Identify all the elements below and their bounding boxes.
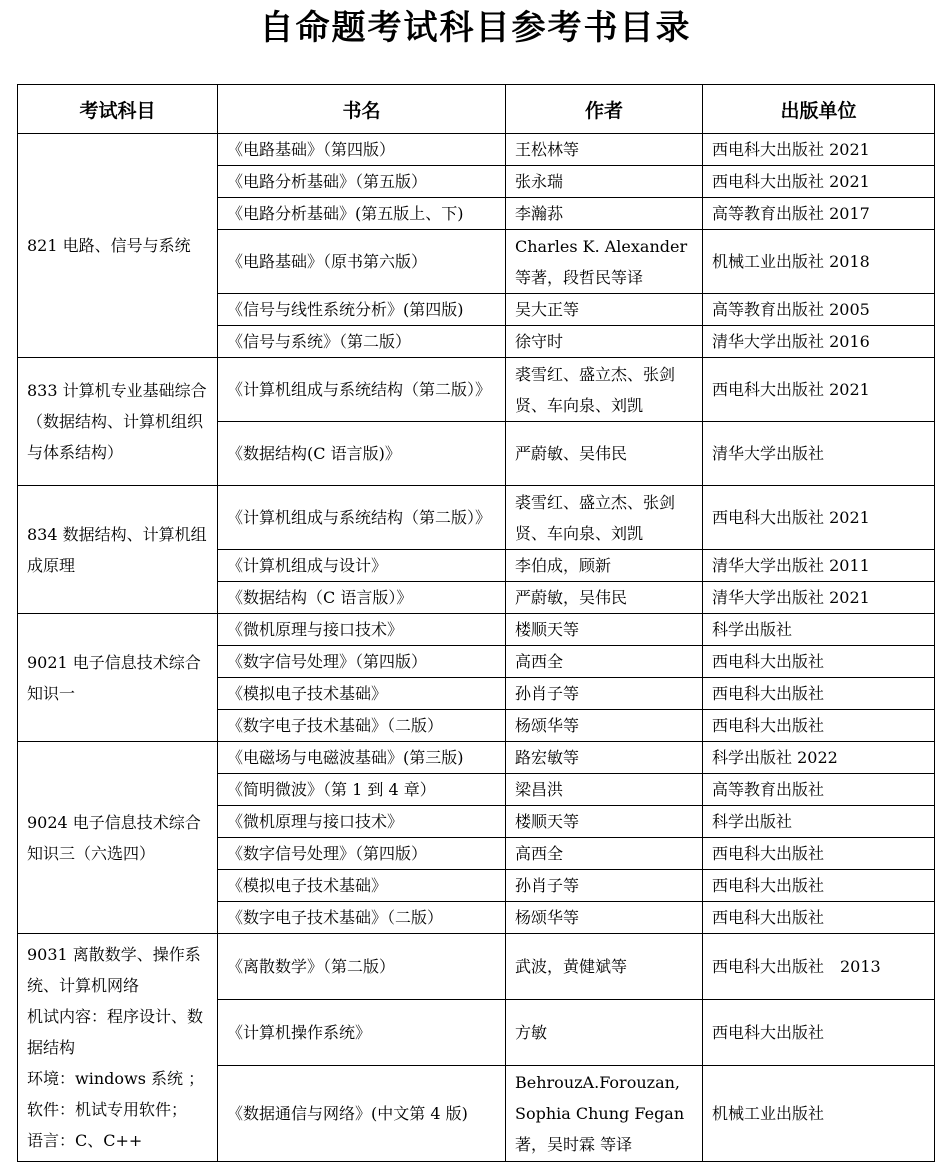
book-title-cell: 《简明微波》（第 1 到 4 章） xyxy=(218,774,506,806)
author-cell: 路宏敏等 xyxy=(506,742,703,774)
book-title-cell: 《电路基础》（第四版） xyxy=(218,134,506,166)
author-cell: 裘雪红、盛立杰、张剑贤、车向泉、刘凯 xyxy=(506,486,703,550)
author-cell: 严蔚敏，吴伟民 xyxy=(506,582,703,614)
author-cell: 孙肖子等 xyxy=(506,870,703,902)
subject-cell: 834 数据结构、计算机组成原理 xyxy=(18,486,218,614)
publisher-cell: 西电科大出版社 xyxy=(703,646,935,678)
subject-cell: 9021 电子信息技术综合知识一 xyxy=(18,614,218,742)
book-title-cell: 《计算机组成与设计》 xyxy=(218,550,506,582)
author-cell: 李伯成，顾新 xyxy=(506,550,703,582)
author-cell: 王松林等 xyxy=(506,134,703,166)
author-cell: 杨颂华等 xyxy=(506,710,703,742)
book-title-cell: 《计算机操作系统》 xyxy=(218,1000,506,1066)
publisher-cell: 科学出版社 2022 xyxy=(703,742,935,774)
author-cell: 李瀚荪 xyxy=(506,198,703,230)
publisher-cell: 机械工业出版社 2018 xyxy=(703,230,935,294)
publisher-cell: 科学出版社 xyxy=(703,614,935,646)
author-cell: 孙肖子等 xyxy=(506,678,703,710)
book-title-cell: 《数字电子技术基础》（二版） xyxy=(218,902,506,934)
publisher-cell: 西电科大出版社 xyxy=(703,1000,935,1066)
author-cell: 严蔚敏、吴伟民 xyxy=(506,422,703,486)
author-cell: 方敏 xyxy=(506,1000,703,1066)
subject-cell: 9024 电子信息技术综合知识三（六选四） xyxy=(18,742,218,934)
author-cell: 吴大正等 xyxy=(506,294,703,326)
subject-line: 语言：C、C++ xyxy=(27,1131,143,1150)
subject-cell xyxy=(18,934,218,1162)
book-title-cell: 《数据结构（C 语言版）》 xyxy=(218,582,506,614)
book-title-cell: 《信号与系统》（第二版） xyxy=(218,326,506,358)
publisher-cell: 西电科大出版社 2021 xyxy=(703,134,935,166)
publisher-cell: 机械工业出版社 xyxy=(703,1066,935,1162)
table-row xyxy=(18,134,935,166)
book-title-cell: 《信号与线性系统分析》(第四版) xyxy=(218,294,506,326)
author-cell: 张永瑞 xyxy=(506,166,703,198)
book-title-cell: 《模拟电子技术基础》 xyxy=(218,870,506,902)
publisher-cell: 西电科大出版社 xyxy=(703,678,935,710)
publisher-cell: 科学出版社 xyxy=(703,806,935,838)
book-title-cell: 《微机原理与接口技术》 xyxy=(218,614,506,646)
table-row xyxy=(18,934,935,1000)
book-title-cell: 《电路分析基础》（第五版） xyxy=(218,166,506,198)
publisher-cell: 清华大学出版社 2016 xyxy=(703,326,935,358)
book-title-cell: 《电路分析基础》(第五版上、下) xyxy=(218,198,506,230)
book-title-cell: 《计算机组成与系统结构（第二版）》 xyxy=(218,358,506,422)
reference-book-table xyxy=(17,84,935,1162)
header-author: 作者 xyxy=(506,85,703,134)
publisher-cell: 西电科大出版社 2021 xyxy=(703,358,935,422)
table-row xyxy=(18,358,935,422)
page-title: 自命题考试科目参考书目录 xyxy=(259,8,692,48)
subject-line: 软件：机试专用软件； xyxy=(27,1100,188,1119)
author-cell: 高西全 xyxy=(506,838,703,870)
book-title-cell: 《电磁场与电磁波基础》(第三版) xyxy=(218,742,506,774)
publisher-cell: 西电科大出版社 xyxy=(703,838,935,870)
table-row xyxy=(18,486,935,550)
author-cell: 裘雪红、盛立杰、张剑贤、车向泉、刘凯 xyxy=(506,358,703,422)
header-subject: 考试科目 xyxy=(18,85,218,134)
author-cell: 徐守时 xyxy=(506,326,703,358)
book-title-cell: 《数据结构(C 语言版)》 xyxy=(218,422,506,486)
subject-line: 9031 离散数学、操作系统、计算机网络 xyxy=(27,945,201,995)
subject-cell: 821 电路、信号与系统 xyxy=(18,134,218,358)
book-title-cell: 《模拟电子技术基础》 xyxy=(218,678,506,710)
book-title-cell: 《数字信号处理》（第四版） xyxy=(218,838,506,870)
subject-cell: 833 计算机专业基础综合（数据结构、计算机组织与体系结构） xyxy=(18,358,218,486)
publisher-cell: 西电科大出版社 xyxy=(703,870,935,902)
header-book-title: 书名 xyxy=(218,85,506,134)
publisher-cell: 西电科大出版社 xyxy=(703,902,935,934)
book-title-cell: 《微机原理与接口技术》 xyxy=(218,806,506,838)
publisher-cell: 高等教育出版社 2017 xyxy=(703,198,935,230)
book-title-cell: 《数字电子技术基础》（二版） xyxy=(218,710,506,742)
book-title-cell: 《计算机组成与系统结构（第二版）》 xyxy=(218,486,506,550)
header-publisher: 出版单位 xyxy=(703,85,935,134)
publisher-cell: 西电科大出版社 2013 xyxy=(703,934,935,1000)
author-cell: 武波，黄健斌等 xyxy=(506,934,703,1000)
publisher-cell: 清华大学出版社 xyxy=(703,422,935,486)
book-title-cell: 《离散数学》（第二版） xyxy=(218,934,506,1000)
publisher-cell: 清华大学出版社 2011 xyxy=(703,550,935,582)
table-row xyxy=(18,614,935,646)
publisher-cell: 高等教育出版社 2005 xyxy=(703,294,935,326)
author-cell: 梁昌洪 xyxy=(506,774,703,806)
publisher-cell: 清华大学出版社 2021 xyxy=(703,582,935,614)
book-title-cell: 《数字信号处理》（第四版） xyxy=(218,646,506,678)
publisher-cell: 高等教育出版社 xyxy=(703,774,935,806)
book-title-cell: 《电路基础》（原书第六版） xyxy=(218,230,506,294)
table-row xyxy=(18,742,935,774)
author-cell: 楼顺天等 xyxy=(506,806,703,838)
author-cell: 楼顺天等 xyxy=(506,614,703,646)
table-header-row xyxy=(18,85,935,134)
subject-line: 环境：windows 系统 ； xyxy=(27,1069,205,1088)
publisher-cell: 西电科大出版社 2021 xyxy=(703,166,935,198)
subject-line: 机试内容：程序设计、数据结构 xyxy=(27,1007,204,1057)
publisher-cell: 西电科大出版社 xyxy=(703,710,935,742)
author-cell: Charles K. Alexander 等著，段哲民等译 xyxy=(506,230,703,294)
book-title-cell: 《数据通信与网络》(中文第 4 版) xyxy=(218,1066,506,1162)
author-cell: 杨颂华等 xyxy=(506,902,703,934)
author-cell: BehrouzA.Forouzan, Sophia Chung Fegan 著，吴时霖 等译 xyxy=(506,1066,703,1162)
publisher-cell: 西电科大出版社 2021 xyxy=(703,486,935,550)
author-cell: 高西全 xyxy=(506,646,703,678)
